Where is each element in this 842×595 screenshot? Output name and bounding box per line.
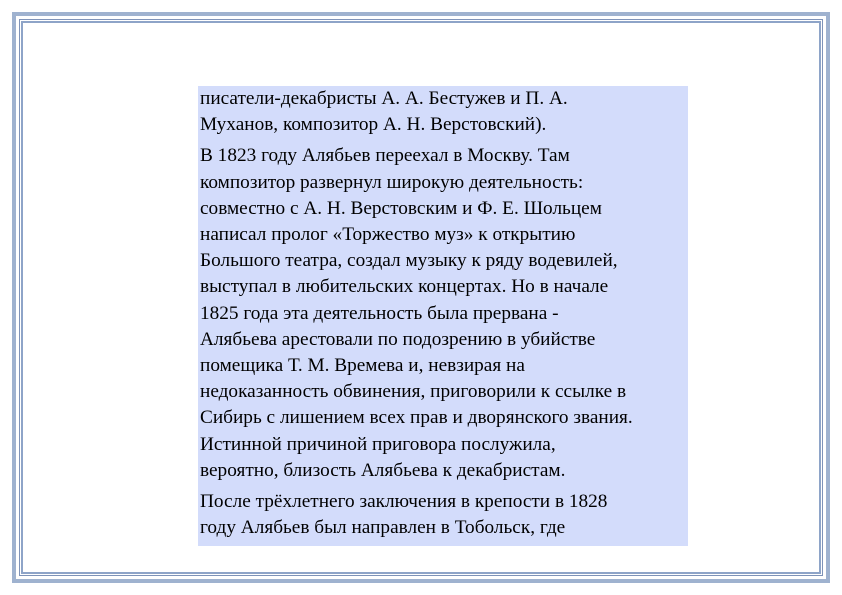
paragraph-2: В 1823 году Алябьев переехал в Москву. Там композитор развернул широкую деятельность: совместно с А. Н. Верстовским и Ф. Е. Шольцем написал пролог «Торжество муз» к открытию Большого театра, создал музыку к ряду водевилей, выступал в любительских концертах. Но в начале 1825 года эта деятельность была прервана - Алябьева арестовали по подозрению в убийстве помещика Т. М. Времева и, невзирая на недоказанность обвинения, приговорили к ссылке в Сибирь с лишением всех прав и дворянского звания. Истинной причиной приговора послужила, вероятно, близость Алябьева к декабристам. xyxy=(200,145,633,481)
highlighted-text-block[interactable] xyxy=(198,86,688,546)
paragraph-3: После трёхлетнего заключения в крепости в 1828 году Алябьев был направлен в Тобольск, где xyxy=(200,491,608,539)
paragraph-1: писатели-декабристы А. А. Бестужев и П. А. Муханов, композитор А. Н. Верстовский). xyxy=(200,88,568,136)
